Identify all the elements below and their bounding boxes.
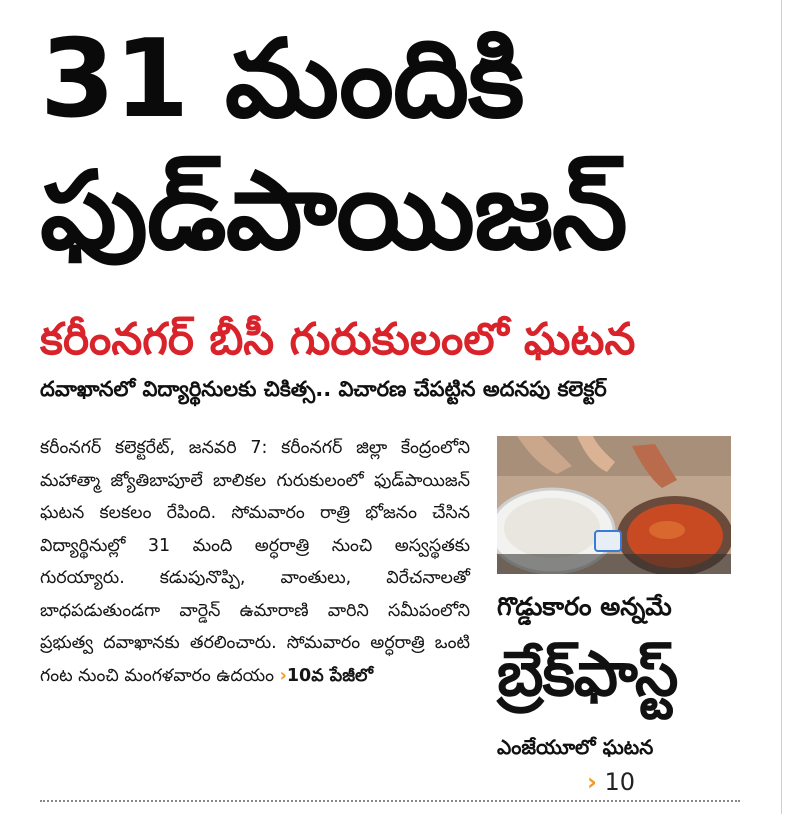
breakfast-photo-illustration — [497, 436, 731, 574]
continued-arrow-icon: › — [279, 665, 287, 686]
continued-link[interactable]: 10వ పేజీలో — [286, 665, 373, 686]
column-divider — [781, 0, 782, 814]
sidebar-subhead: ఎంజేయూలో ఘటన — [497, 735, 654, 759]
sidebar-page-ref[interactable] — [587, 767, 635, 797]
headline-line-1: 31 మందికి — [40, 17, 524, 142]
breakfast-photo — [497, 436, 731, 574]
page-arrow-icon: › — [587, 768, 597, 796]
sidebar-kicker: గొడ్డుకారం అన్నమే — [497, 592, 672, 621]
story-text: కరీంనగర్‌ కలెక్టరేట్‌, జనవరి 7: కరీంనగర్‌ జిల్లా కేంద్రంలోని మహాత్మా జ్యోతిబాపూలే బాలికల గురుకులంలో ఫుడ్‌పాయిజన్‌ ఘటన కలకలం రేపింది. సోమవారం రాత్రి భోజనం చేసిన విద్యార్థినుల్లో 31 మంది అర్ధరాత్రి నుంచి అస్వస్థతకు గురయ్యారు. కడుపునొప్పి, వాంతులు, విరేచనాలతో బాధపడుతుండగా వార్డెన్‌ ఉమారాణి వారిని సమీపంలోని ప్రభుత్వ దవాఖానకు తరలించారు. సోమవారం అర్ధరాత్రి ఒంటి గంట నుంచి మంగళవారం ఉదయం — [40, 438, 470, 686]
deck-line: దవాఖానలో విద్యార్థినులకు చికిత్స.. విచారణ చేపట్టిన అదనపు కలెక్టర్‌ — [40, 377, 607, 401]
story-body — [40, 432, 470, 692]
headline-line-2: ఫుడ్‌పాయిజన్ — [40, 149, 627, 274]
page-number: 10 — [604, 768, 636, 796]
subheadline: కరీంనగర్‌ బీసీ గురుకులంలో ఘటన — [40, 314, 636, 365]
bottom-divider — [40, 800, 740, 802]
sidebar-headline: బ్రేక్‌ఫాస్ట్‌ — [497, 637, 678, 710]
headline — [40, 14, 740, 278]
